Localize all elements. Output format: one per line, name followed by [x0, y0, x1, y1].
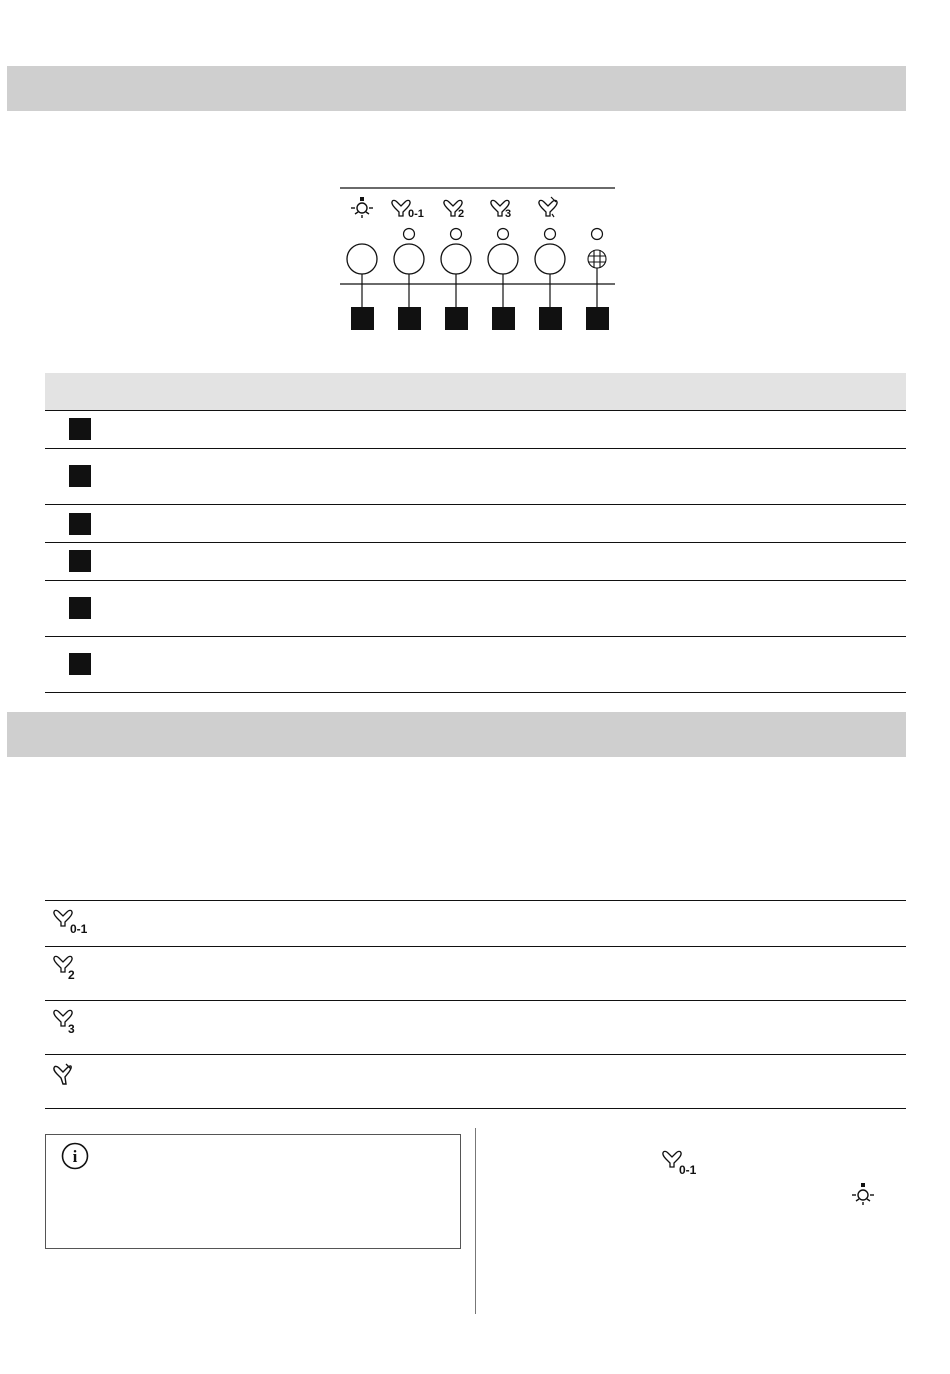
table-row	[45, 947, 906, 1001]
table-row	[45, 637, 906, 693]
indicator-led	[451, 229, 462, 240]
fan-speed-2-icon	[444, 200, 464, 220]
callout-marker	[69, 653, 91, 675]
fan-intensive-icon	[51, 1062, 101, 1092]
fan-speed-label: 0-1	[70, 922, 88, 936]
fan-speed-label: 0-1	[408, 208, 424, 220]
fan-speed-label: 2	[458, 208, 465, 220]
fan-speed-label: 3	[68, 1022, 75, 1036]
callout-marker	[492, 307, 515, 330]
callout-marker	[586, 307, 609, 330]
fan-speed-label: 3	[505, 208, 512, 220]
table-row	[45, 1001, 906, 1055]
grease-filter-icon	[588, 250, 606, 268]
table-row	[45, 411, 906, 449]
info-icon	[60, 1141, 90, 1171]
fan-speed-2-button[interactable]	[441, 244, 471, 274]
table-row	[45, 449, 906, 505]
callout-marker	[398, 307, 421, 330]
fan-speed-0-1-icon	[51, 908, 101, 938]
light-icon	[351, 197, 373, 218]
callout-marker	[69, 465, 91, 487]
table-row	[45, 901, 906, 947]
table-row	[45, 1055, 906, 1109]
section-header-band-1	[7, 66, 906, 111]
fan-speed-label: 2	[68, 968, 75, 982]
table-row	[45, 505, 906, 543]
fan-intensive-icon	[539, 197, 557, 217]
fan-speed-0-1-icon	[392, 200, 424, 220]
table-row	[45, 581, 906, 637]
fan-intensive-button[interactable]	[535, 244, 565, 274]
column-divider	[475, 1128, 476, 1314]
callout-marker	[69, 418, 91, 440]
light-button[interactable]	[347, 244, 377, 274]
top-rule	[0, 0, 950, 2]
fan-speed-3-icon	[491, 200, 511, 220]
indicator-led	[592, 229, 603, 240]
callout-marker	[445, 307, 468, 330]
control-panel-diagram	[333, 186, 623, 336]
callout-marker	[351, 307, 374, 330]
callout-marker	[69, 513, 91, 535]
callout-marker	[69, 597, 91, 619]
indicator-led	[498, 229, 509, 240]
light-icon	[849, 1180, 877, 1208]
section-header-band-2	[7, 712, 906, 757]
control-key-table	[45, 373, 906, 693]
fan-speed-3-icon	[51, 1008, 101, 1038]
fan-speed-2-icon	[51, 954, 101, 984]
info-note-box	[45, 1134, 461, 1249]
indicator-led	[545, 229, 556, 240]
table-row	[45, 543, 906, 581]
fan-speed-table	[45, 900, 906, 1109]
info-glyph: i	[72, 1147, 78, 1166]
fan-speed-0-1-icon	[661, 1150, 705, 1178]
fan-speed-0-1-button[interactable]	[394, 244, 424, 274]
fan-speed-label: 0-1	[679, 1163, 697, 1177]
callout-marker	[539, 307, 562, 330]
fan-speed-3-button[interactable]	[488, 244, 518, 274]
indicator-led	[404, 229, 415, 240]
callout-marker	[69, 550, 91, 572]
table-header	[45, 373, 906, 411]
